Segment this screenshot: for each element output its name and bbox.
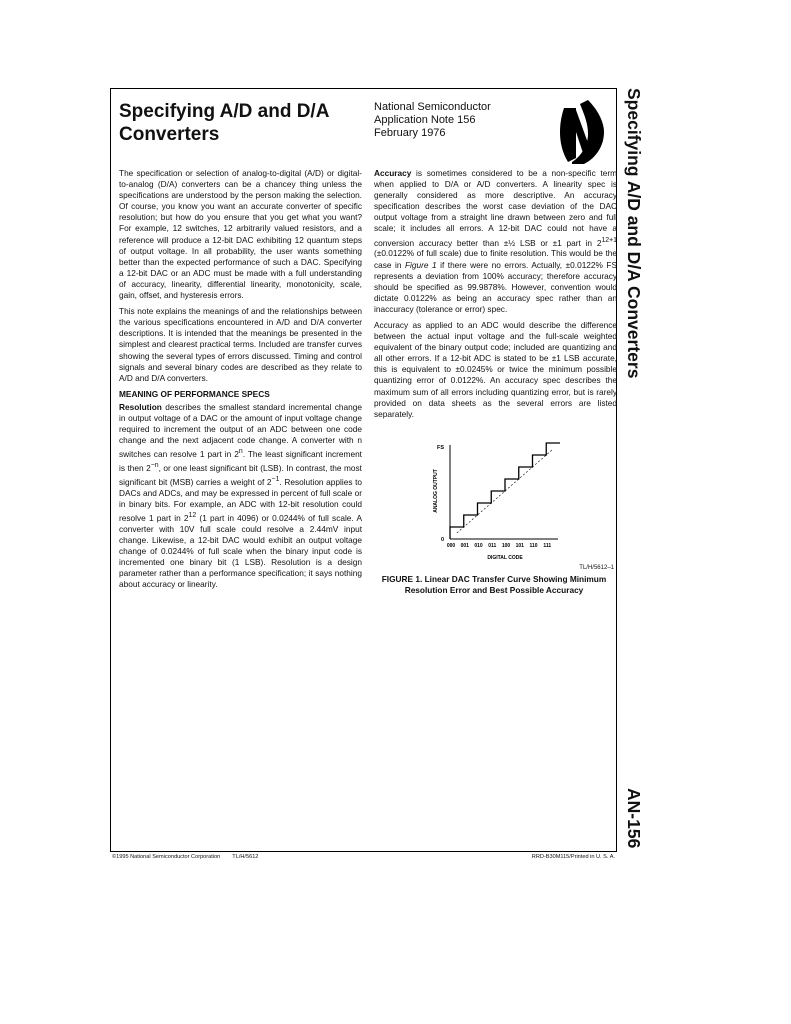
resolution-text-d: . Resolution applies to DACs and ADCs, and may be expressed in percent of full scale or in binary bits. For example, an ADC with 12-bit resolution could resolve 1 part in 2 xyxy=(119,476,363,523)
section-heading: MEANING OF PERFORMANCE SPECS xyxy=(119,388,270,399)
national-semiconductor-logo xyxy=(558,96,610,168)
x-tick-label: 010 xyxy=(474,543,483,549)
figure-reference: Figure 1 xyxy=(404,259,437,270)
dac-transfer-chart xyxy=(426,435,576,563)
publisher-name: National Semiconductor xyxy=(374,101,491,113)
superscript: 12+1 xyxy=(601,236,617,244)
resolution-text-e: (1 part in 4096) or 0.0244% of full scale. A converter with 10V full scale could resolve a 2.44mV input change. Likewise, a 12-bit DAC would exhibit an output voltage change of 0.0244% of full scale when the binary input code is incremented one binary bit (1 LSB). Resolution is a design parameter rather than a performance specification; it says nothing about accuracy or linearity. xyxy=(119,512,363,590)
resolution-text-c: , or one least significant bit (LSB). In contrast, the most significant bit (MSB) carries a weight of 2 xyxy=(119,462,362,487)
intro-paragraph: The specification or selection of analog-to-digital (A/D) or digital-to-analog (D/A) converters can be a chancey thing unless the specifications are understood by the person making the selection. Of course, you know you want an accurate converter of specific resolution; but how do you ensure that you get what you want? For example, 12 switches, 12 arbitrarily valued resistors, and a reference will produce a 12-bit DAC exhibiting 12 quantum steps of output voltage. In all probability, the user wants something better than the expected performance of such a DAC. Specifying a 12-bit DAC or an ADC must be made with a full understanding of accuracy, linearity, differential linearity, monotonicity, scale, gain, offset, and hysteresis errors. xyxy=(119,168,362,301)
superscript: −n xyxy=(150,462,159,470)
publication-info xyxy=(374,101,544,140)
accuracy-paragraph xyxy=(374,168,617,315)
right-column xyxy=(374,168,617,425)
adc-accuracy-paragraph: Accuracy as applied to an ADC would describe the difference between the actual input voltage and the full-scale weighted equivalent of the binary output code; included are quantizing and all other errors. If a 12-bit ADC is stated to be ±1 LSB accurate, this is equivalent to ±0.0245% or twice the minimum possible quantizing error of 0.0122%. An accuracy spec describes the maximum sum of all errors including quantizing error, but is rarely provided on data sheets as the several errors are listed separately. xyxy=(374,319,617,419)
x-tick-label: 111 xyxy=(543,543,552,549)
side-title: Specifying A/D and D/A Converters xyxy=(624,88,644,379)
resolution-paragraph xyxy=(119,402,362,591)
resolution-text-b: . The least significant increment is then 2 xyxy=(119,449,362,473)
accuracy-term: Accuracy xyxy=(374,168,412,178)
footer-code: TL/H/5612 xyxy=(232,854,259,860)
page-title: Specifying A/D and D/A Converters xyxy=(119,101,329,145)
resolution-term: Resolution xyxy=(119,401,162,412)
printed-info: RRD-B30M115/Printed in U. S. A. xyxy=(531,854,615,860)
superscript: −1 xyxy=(271,475,280,483)
x-tick-label: 100 xyxy=(501,543,511,549)
x-tick-label: 110 xyxy=(529,543,538,549)
side-note-number: AN-156 xyxy=(624,788,644,849)
accuracy-text-a: is sometimes considered to be a non-specific term when applied to D/A or A/D converters. A linearity spec is generally considered as more descriptive. An accuracy specification describes the worst case deviation of the DAC output voltage from a straight line drawn between zero and full scale; it includes all errors. A 12-bit DAC could not have a conversion accuracy better than ±½ LSB or ±1 part in 2 xyxy=(374,168,617,248)
scope-paragraph: This note explains the meanings of and the relationships between the various specifications encountered in A/D and D/A converter descriptions. It is intended that the meanings be presented in the simplest and clearest practical terms. Included are transfer curves showing the several types of errors discussed. Timing and control signals and several binary codes are described as they relate to A/D and D/A converters. xyxy=(119,306,362,383)
figure-caption: FIGURE 1. Linear DAC Transfer Curve Showing Minimum Resolution Error and Best Possible Accuracy xyxy=(381,574,607,595)
publication-date: February 1976 xyxy=(374,127,446,139)
footer-left xyxy=(112,854,270,860)
copyright: ©1995 National Semiconductor Corporation xyxy=(112,854,221,860)
resolution-text-a: describes the smallest standard incremental change in output voltage of a DAC or the amount of input voltage change required to increment the output of an ADC between one code change and the next adjacent code change. A converter with n switches can resolve 1 part in 2 xyxy=(119,401,362,460)
y-tick-label: 0 xyxy=(440,537,444,543)
application-note-number: Application Note 156 xyxy=(374,114,476,126)
figure-code: TL/H/5612–1 xyxy=(579,565,614,571)
y-axis-label: ANALOG OUTPUT xyxy=(433,469,439,513)
figure-1 xyxy=(374,435,617,563)
left-column xyxy=(119,168,362,595)
x-tick-label: 000 xyxy=(446,543,456,549)
superscript: 12 xyxy=(188,512,197,520)
x-tick-label: 001 xyxy=(460,543,469,549)
x-tick-label: 011 xyxy=(488,543,497,549)
x-axis-label: DIGITAL CODE xyxy=(487,555,523,561)
superscript: n xyxy=(238,448,243,456)
x-tick-label: 101 xyxy=(515,543,524,549)
accuracy-text-b: (±0.0122% of full scale) due to finite resolution. This would be the case in xyxy=(374,248,617,270)
y-tick-label: FS xyxy=(436,445,444,451)
accuracy-text-c: if there were no errors. Actually, ±0.0122% FS represents a deviation from 100% accuracy; therefore accuracy should be specified as 99.9878%. However, convention would dictate 0.0122% as being an accuracy spec rather than an inaccuracy (tolerance or error) spec. xyxy=(374,259,618,314)
